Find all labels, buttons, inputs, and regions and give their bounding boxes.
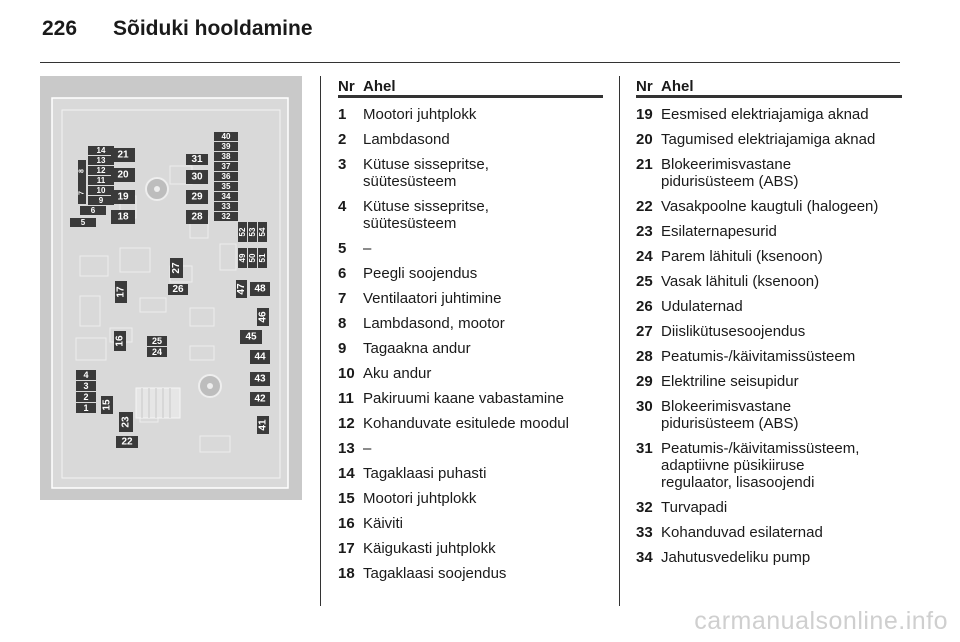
table-row <box>636 223 902 240</box>
fuse-number: 1 <box>338 106 347 123</box>
fuse-44 <box>250 350 270 364</box>
fuse-number: 14 <box>338 465 355 482</box>
fuse-16 <box>114 331 126 351</box>
fuse-circuit: Käiviti <box>363 515 404 532</box>
table-row <box>636 106 902 123</box>
fuse-number: 4 <box>338 198 347 215</box>
fuse-label: 5 <box>80 218 86 227</box>
fuse-number: 11 <box>338 390 354 407</box>
fuse-label: 17 <box>115 286 127 298</box>
fuse-number: 27 <box>636 323 653 340</box>
fuse-12 <box>88 166 114 175</box>
page-number: 226 <box>42 17 78 40</box>
fuse-number: 17 <box>338 540 355 557</box>
table-row <box>338 290 603 307</box>
fuse-number: 2 <box>338 131 347 148</box>
fuse-15 <box>101 396 113 414</box>
fuse-number: 18 <box>338 565 355 582</box>
fuse-7 <box>78 182 86 204</box>
fuse-label: 49 <box>238 253 247 263</box>
fuse-number: 33 <box>636 524 653 541</box>
table-row <box>636 156 902 190</box>
fuse-label: 3 <box>83 381 89 391</box>
fuse-label: 50 <box>248 253 257 263</box>
table-row <box>338 106 603 123</box>
fuse-number: 26 <box>636 298 653 315</box>
fuse-table-column-2 <box>636 76 902 566</box>
fuse-number: 24 <box>636 248 653 265</box>
fuse-label: 29 <box>191 191 203 203</box>
fuse-label: 35 <box>221 182 231 191</box>
fuse-25 <box>147 336 167 346</box>
fuse-52 <box>238 222 247 242</box>
fuse-number: 23 <box>636 223 653 240</box>
fuse-label: 13 <box>96 156 106 165</box>
fuse-34 <box>214 192 238 201</box>
fuse-29 <box>186 190 208 204</box>
fuse-46 <box>257 308 269 326</box>
fuse-label: 2 <box>83 392 89 402</box>
table-row <box>338 265 603 282</box>
fuse-label: 19 <box>117 191 129 203</box>
fuse-number: 15 <box>338 490 355 507</box>
fuse-circuit: Peatumis-/käivitamissüsteem, adaptiivne püsikiiruse regulaator, lisasoojendi <box>661 440 860 491</box>
fuse-circuit: Diislikütusesoojendus <box>661 323 806 340</box>
fuse-number: 22 <box>636 198 653 215</box>
fuse-28 <box>186 210 208 224</box>
fuse-38 <box>214 152 238 161</box>
watermark: carmanualsonline.info <box>694 607 948 635</box>
fuse-label: 32 <box>221 212 231 221</box>
fuse-circuit: Mootori juhtplokk <box>363 106 477 123</box>
fuse-number: 12 <box>338 415 355 432</box>
fuse-circuit: Esilaternapesurid <box>661 223 777 240</box>
fuse-22 <box>116 436 138 448</box>
fuse-label: 10 <box>96 186 106 195</box>
table-row <box>636 273 902 290</box>
fuse-label: 30 <box>191 171 203 183</box>
fuse-1 <box>76 403 96 413</box>
fuse-circuit: Tagaakna andur <box>363 340 471 357</box>
header-rule <box>40 62 900 63</box>
fuse-43 <box>250 372 270 386</box>
fuse-number: 29 <box>636 373 653 390</box>
table-row <box>338 490 603 507</box>
fuse-label: 28 <box>191 211 203 223</box>
fuse-label: 34 <box>221 192 231 201</box>
fuse-13 <box>88 156 114 165</box>
fuse-number: 20 <box>636 131 653 148</box>
table-row <box>636 398 902 432</box>
fuse-table-column-1 <box>338 76 603 582</box>
header-nr: Nr <box>636 78 653 95</box>
fuse-2 <box>76 392 96 402</box>
fuse-label: 48 <box>254 283 266 295</box>
fuse-label: 8 <box>78 169 86 173</box>
fuse-label: 9 <box>98 196 104 205</box>
fuse-label: 51 <box>258 253 267 263</box>
fuse-label: 52 <box>238 227 247 237</box>
fuse-label: 40 <box>221 132 231 141</box>
fuse-circuit: Peegli soojendus <box>363 265 478 282</box>
fuse-40 <box>214 132 238 141</box>
table-row <box>636 323 902 340</box>
table-header <box>338 76 603 98</box>
fuse-label: 33 <box>221 202 231 211</box>
fuse-47 <box>236 280 247 298</box>
fuse-circuit: Pakiruumi kaane vabastamine <box>363 390 564 407</box>
fuse-32 <box>214 212 238 221</box>
fuse-30 <box>186 170 208 184</box>
table-row <box>338 515 603 532</box>
fuse-18 <box>111 210 135 224</box>
fuse-11 <box>88 176 114 185</box>
fuse-circuit: Blokeerimisvastane pidurisüsteem (ABS) <box>661 156 799 190</box>
table-row <box>338 565 603 582</box>
fuse-4 <box>76 370 96 380</box>
fuse-37 <box>214 162 238 171</box>
fuse-number: 5 <box>338 240 347 257</box>
fuse-circuit: Kütuse sissepritse, süütesüsteem <box>363 156 489 190</box>
fuse-label: 11 <box>96 176 106 185</box>
fuse-label: 42 <box>254 393 266 405</box>
table-row <box>636 440 902 491</box>
fuse-label: 24 <box>151 347 163 357</box>
fuse-label: 14 <box>96 146 106 155</box>
fuse-label: 7 <box>78 191 86 195</box>
fuse-21 <box>111 148 135 162</box>
table-row <box>338 315 603 332</box>
fuse-36 <box>214 172 238 181</box>
fuse-number: 34 <box>636 549 653 566</box>
fuse-circuit: Peatumis-/käivitamissüsteem <box>661 348 856 365</box>
column-divider-left <box>320 76 321 606</box>
table-row <box>636 373 902 390</box>
fuse-number: 25 <box>636 273 653 290</box>
fuse-circuit: Kohanduvad esilaternad <box>661 524 823 541</box>
fuse-45 <box>240 330 262 344</box>
page-title: Sõiduki hooldamine <box>113 17 313 40</box>
fuse-label: 39 <box>221 142 231 151</box>
fuse-label: 46 <box>257 311 269 323</box>
fuse-label: 21 <box>117 149 129 161</box>
fuse-circuit: Lambdasond, mootor <box>363 315 505 332</box>
fuse-circuit: Kohanduvate esitulede moodul <box>363 415 569 432</box>
fuse-number: 7 <box>338 290 347 307</box>
fuse-label: 22 <box>121 436 133 448</box>
fuse-label: 16 <box>114 335 126 347</box>
fuse-box-diagram <box>40 76 302 500</box>
fuse-14 <box>88 146 114 155</box>
fuse-number: 28 <box>636 348 653 365</box>
fuse-label: 25 <box>151 336 163 346</box>
table-row <box>636 499 902 516</box>
fuse-number: 6 <box>338 265 347 282</box>
fuse-53 <box>248 222 257 242</box>
fuse-label: 43 <box>254 373 266 385</box>
fuse-box-svg <box>40 76 302 500</box>
fuse-number: 13 <box>338 440 355 457</box>
fuse-31 <box>186 154 208 165</box>
fuse-label: 27 <box>171 262 182 274</box>
table-row <box>338 340 603 357</box>
fuse-circuit: Aku andur <box>363 365 432 382</box>
fuse-circuit: Käigukasti juhtplokk <box>363 540 496 557</box>
table-row <box>636 198 902 215</box>
fuse-label: 45 <box>245 331 257 343</box>
fuse-circuit: Jahutusvedeliku pump <box>661 549 811 566</box>
fuse-label: 20 <box>117 169 129 181</box>
table-row <box>636 131 902 148</box>
fuse-51 <box>258 248 267 268</box>
table-row <box>338 465 603 482</box>
fuse-number: 10 <box>338 365 355 382</box>
header-circuit: Ahel <box>363 78 396 95</box>
fuse-label: 4 <box>83 370 89 380</box>
fuse-54 <box>258 222 267 242</box>
column-divider-right <box>619 76 620 606</box>
fuse-24 <box>147 347 167 357</box>
table-row <box>338 415 603 432</box>
table-row <box>636 298 902 315</box>
fuse-26 <box>168 284 188 295</box>
fuse-label: 37 <box>221 162 231 171</box>
fuse-number: 3 <box>338 156 347 173</box>
table-row <box>338 390 603 407</box>
fuse-label: 15 <box>101 399 113 411</box>
header-nr: Nr <box>338 78 355 95</box>
fuse-label: 38 <box>221 152 231 161</box>
fuse-circuit: Mootori juhtplokk <box>363 490 477 507</box>
fuse-27 <box>170 258 183 278</box>
fuse-label: 18 <box>117 211 129 223</box>
fuse-number: 21 <box>636 156 653 173</box>
fuse-48 <box>250 282 270 296</box>
table-row <box>636 248 902 265</box>
fuse-39 <box>214 142 238 151</box>
table-row <box>636 524 902 541</box>
table-row <box>636 549 902 566</box>
fuse-17 <box>115 281 127 303</box>
fuse-6 <box>80 206 106 215</box>
header-circuit: Ahel <box>661 78 694 95</box>
fuse-number: 8 <box>338 315 347 332</box>
fuse-label: 36 <box>221 172 231 181</box>
fuse-label: 54 <box>258 227 267 237</box>
table-row <box>636 348 902 365</box>
fuse-label: 44 <box>254 351 266 363</box>
fuse-circuit: Turvapadi <box>661 499 728 516</box>
fuse-49 <box>238 248 247 268</box>
fuse-8 <box>78 160 86 182</box>
fuse-9 <box>88 196 114 205</box>
fuse-19 <box>111 190 135 204</box>
fuse-circuit: – <box>363 240 372 257</box>
fuse-circuit: Vasak lähituli (ksenoon) <box>661 273 820 290</box>
fuse-35 <box>214 182 238 191</box>
table-row <box>338 131 603 148</box>
fuse-circuit: Kütuse sissepritse, süütesüsteem <box>363 198 489 232</box>
fuse-number: 32 <box>636 499 653 516</box>
fuse-circuit: Parem lähituli (ksenoon) <box>661 248 823 265</box>
fuse-circuit: Lambdasond <box>363 131 450 148</box>
fuse-label: 12 <box>96 166 106 175</box>
fuse-circuit: Elektriline seisupidur <box>661 373 799 390</box>
table-row <box>338 240 603 257</box>
fuse-circuit: Eesmised elektriajamiga aknad <box>661 106 869 123</box>
fuse-label: 53 <box>248 227 257 237</box>
fuse-number: 9 <box>338 340 347 357</box>
table-row <box>338 156 603 190</box>
fuse-circuit: Vasakpoolne kaugtuli (halogeen) <box>661 198 879 215</box>
fuse-circuit: Ventilaatori juhtimine <box>363 290 502 307</box>
fuse-number: 31 <box>636 440 653 457</box>
fuse-number: 30 <box>636 398 653 415</box>
fuse-circuit: Tagumised elektriajamiga aknad <box>661 131 876 148</box>
fuse-circuit: Tagaklaasi puhasti <box>363 465 487 482</box>
fuse-5 <box>70 218 96 227</box>
fuse-circuit: – <box>363 440 372 457</box>
fuse-label: 26 <box>172 284 184 295</box>
fuse-label: 1 <box>83 403 89 413</box>
fuse-33 <box>214 202 238 211</box>
fuse-50 <box>248 248 257 268</box>
fuse-circuit: Udulaternad <box>661 298 743 315</box>
table-row <box>338 440 603 457</box>
fuse-circuit: Blokeerimisvastane pidurisüsteem (ABS) <box>661 398 799 432</box>
fuse-label: 23 <box>120 416 132 428</box>
fuse-label: 47 <box>236 283 247 295</box>
fuse-number: 19 <box>636 106 653 123</box>
table-row <box>338 365 603 382</box>
fuse-circuit: Tagaklaasi soojendus <box>363 565 507 582</box>
fuse-23 <box>119 412 133 432</box>
fuse-label: 6 <box>90 206 96 215</box>
fuse-3 <box>76 381 96 391</box>
table-row <box>338 540 603 557</box>
fuse-label: 31 <box>191 154 203 165</box>
fuse-41 <box>257 416 269 434</box>
fuse-10 <box>88 186 114 195</box>
fuse-42 <box>250 392 270 406</box>
fuse-20 <box>111 168 135 182</box>
fuse-number: 16 <box>338 515 355 532</box>
table-row <box>338 198 603 232</box>
table-header <box>636 76 902 98</box>
fuse-label: 41 <box>257 419 269 431</box>
